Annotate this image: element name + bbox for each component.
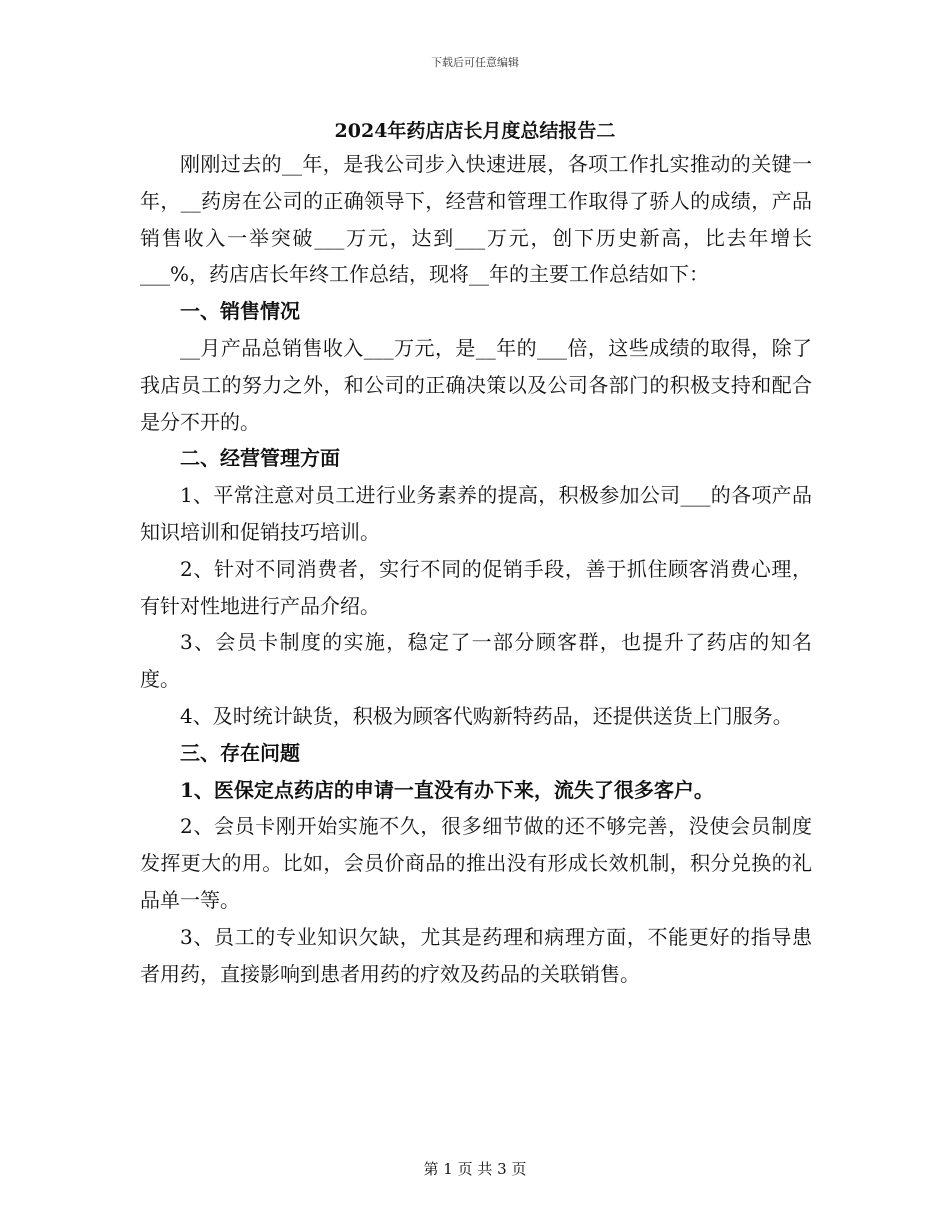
intro-paragraph: 刚刚过去的__年，是我公司步入快速进展，各项工作扎实推动的关键一年，__药房在公司的正确领导下，经营和管理工作取得了骄人的成绩，产品销售收入一举突破___万元，达到___万元，创下历史新高，比去年增长___%，药店店长年终工作总结，现将__年的主要工作总结如下： xyxy=(140,152,812,287)
problem-item-3: 3、员工的专业知识欠缺，尤其是药理和病理方面，不能更好的指导患者用药，直接影响到患者用药的疗效及药品的关联销售。 xyxy=(140,924,812,986)
document-title: 2024年药店店长月度总结报告二 xyxy=(334,120,616,142)
management-item-2: 2、针对不同消费者，实行不同的促销手段，善于抓住顾客消费心理，有针对性地进行产品介绍。 xyxy=(140,556,812,618)
problem-item-1: 1、医保定点药店的申请一直没有办下来，流失了很多客户。 xyxy=(180,777,714,802)
sales-paragraph: __月产品总销售收入___万元，是__年的___倍，这些成绩的取得，除了我店员工的努力之外，和公司的正确决策以及公司各部门的积极支持和配合是分不开的。 xyxy=(140,335,812,434)
page-footer: 第 1 页 共 3 页 xyxy=(423,1160,527,1178)
header-note: 下载后可任意编辑 xyxy=(431,56,519,69)
section-heading-management: 二、经营管理方面 xyxy=(180,446,340,471)
section-heading-sales: 一、销售情况 xyxy=(180,299,300,324)
section-heading-problems: 三、存在问题 xyxy=(180,740,300,765)
problem-item-2: 2、会员卡刚开始实施不久，很多细节做的还不够完善，没使会员制度发挥更大的用。比如，会员价商品的推出没有形成长效机制，积分兑换的礼品单一等。 xyxy=(140,814,812,912)
management-item-4: 4、及时统计缺货，积极为顾客代购新特药品，还提供送货上门服务。 xyxy=(180,703,793,728)
management-item-1: 1、平常注意对员工进行业务素养的提高，积极参加公司___的各项产品知识培训和促销技巧培训。 xyxy=(140,483,812,544)
document-body xyxy=(140,146,812,992)
management-item-3: 3、会员卡制度的实施，稳定了一部分顾客群，也提升了药店的知名度。 xyxy=(140,630,812,692)
